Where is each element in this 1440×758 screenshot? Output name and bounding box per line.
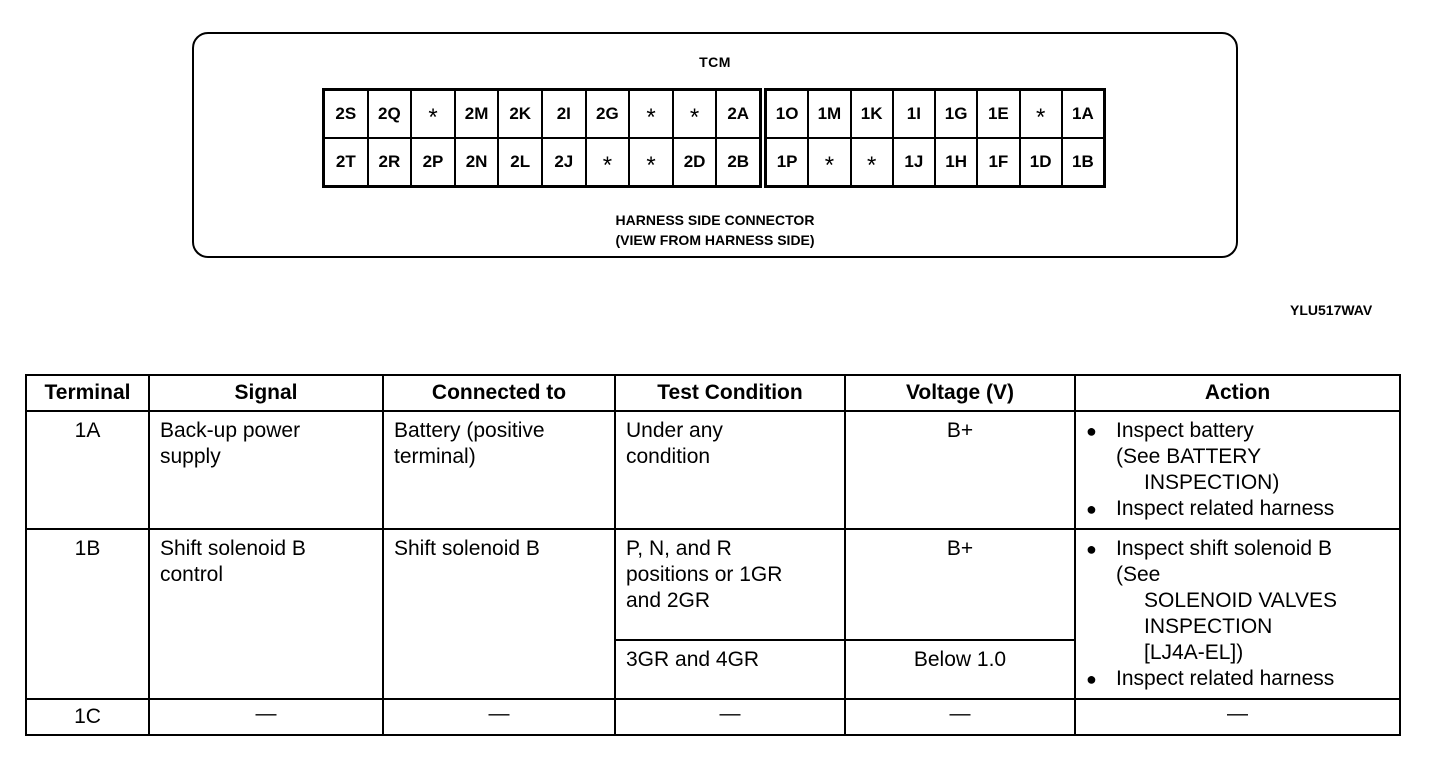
connected-text: terminal): [394, 445, 476, 468]
dash-text: —: [719, 702, 741, 725]
pin: 1O: [766, 90, 808, 138]
header-signal: Signal: [149, 375, 383, 411]
action-item: [1086, 536, 1389, 562]
action-item: [1086, 496, 1389, 522]
action-text: INSPECTION): [1144, 471, 1280, 494]
pin: 2J: [542, 138, 586, 186]
pin: 2B: [716, 138, 760, 186]
connector-caption: [194, 210, 1236, 250]
pin: 1D: [1020, 138, 1062, 186]
pin: 1F: [977, 138, 1019, 186]
condition-text: Under any: [626, 419, 723, 442]
voltage-cell: [845, 699, 1075, 735]
pin: 1H: [935, 138, 977, 186]
pin: 2I: [542, 90, 586, 138]
pin: 1A: [1062, 90, 1104, 138]
action-cell: [1075, 699, 1400, 735]
pin: 2S: [324, 90, 368, 138]
unused-pin: *: [1020, 90, 1062, 138]
bullet-icon: ●: [1086, 499, 1097, 519]
header-test-condition: Test Condition: [615, 375, 845, 411]
pin: 2Q: [368, 90, 412, 138]
connected-text: Battery (positive: [394, 419, 545, 442]
pin: 2G: [586, 90, 630, 138]
signal-cell: [149, 411, 383, 529]
action-text: Inspect related harness: [1116, 667, 1335, 690]
signal-cell: [149, 529, 383, 699]
terminal-cell: 1C: [26, 699, 149, 735]
unused-pin: *: [629, 138, 673, 186]
condition-cell: 3GR and 4GR: [615, 640, 845, 699]
caption-line-1: HARNESS SIDE CONNECTOR: [615, 212, 815, 228]
pin: 2M: [455, 90, 499, 138]
pin: 2R: [368, 138, 412, 186]
pin: 1B: [1062, 138, 1104, 186]
action-text: SOLENOID VALVES: [1144, 589, 1337, 612]
pin: 2A: [716, 90, 760, 138]
unused-pin: *: [411, 90, 455, 138]
signal-cell: [149, 699, 383, 735]
dash-text: —: [1227, 702, 1248, 725]
tcm-connector-diagram: [192, 32, 1238, 258]
condition-cell: [615, 411, 845, 529]
action-text: Inspect battery: [1116, 419, 1254, 442]
dash-text: —: [255, 702, 277, 725]
voltage-cell: Below 1.0: [845, 640, 1075, 699]
pin: 1J: [893, 138, 935, 186]
signal-text: Shift solenoid B: [160, 537, 306, 560]
unused-pin: *: [629, 90, 673, 138]
figure-code: YLU517WAV: [1290, 302, 1373, 318]
action-cell: [1075, 529, 1400, 699]
left-connector: [322, 88, 762, 188]
unused-pin: *: [586, 138, 630, 186]
bullet-icon: ●: [1086, 669, 1097, 689]
signal-text: Back-up power: [160, 419, 301, 442]
pin: 2K: [498, 90, 542, 138]
right-connector: [764, 88, 1106, 188]
pin: 1E: [977, 90, 1019, 138]
pin: 1K: [851, 90, 893, 138]
signal-text: supply: [160, 445, 221, 468]
pin: 1I: [893, 90, 935, 138]
unused-pin: *: [808, 138, 850, 186]
action-text: (See BATTERY: [1116, 445, 1262, 468]
pin: 2L: [498, 138, 542, 186]
voltage-cell: B+: [845, 529, 1075, 640]
connected-cell: Shift solenoid B: [383, 529, 615, 699]
action-text: [LJ4A-EL]): [1144, 641, 1244, 664]
action-cell: [1075, 411, 1400, 529]
table-row: [26, 529, 1400, 640]
pin: 2T: [324, 138, 368, 186]
action-text: Inspect related harness: [1116, 497, 1335, 520]
terminal-cell: 1A: [26, 411, 149, 529]
connected-cell: [383, 411, 615, 529]
header-action: Action: [1075, 375, 1400, 411]
pin: 1G: [935, 90, 977, 138]
condition-cell: [615, 699, 845, 735]
bullet-icon: ●: [1086, 539, 1097, 559]
condition-text: and 2GR: [626, 589, 711, 612]
pin: 2D: [673, 138, 717, 186]
pin: 1M: [808, 90, 850, 138]
unused-pin: *: [673, 90, 717, 138]
caption-line-2: (VIEW FROM HARNESS SIDE): [615, 232, 815, 248]
voltage-cell: B+: [845, 411, 1075, 529]
pin: 1P: [766, 138, 808, 186]
action-text: Inspect shift solenoid B: [1116, 537, 1332, 560]
table-header-row: [26, 375, 1400, 411]
header-voltage: Voltage (V): [845, 375, 1075, 411]
header-terminal: Terminal: [26, 375, 149, 411]
signal-text: control: [160, 563, 224, 586]
header-connected-to: Connected to: [383, 375, 615, 411]
condition-text: condition: [626, 445, 711, 468]
unused-pin: *: [851, 138, 893, 186]
tcm-label: TCM: [699, 54, 731, 70]
terminal-cell: 1B: [26, 529, 149, 699]
action-text: INSPECTION: [1144, 615, 1273, 638]
action-text: (See: [1116, 563, 1161, 586]
terminal-table: [25, 374, 1401, 736]
pin: 2P: [411, 138, 455, 186]
pin: 2N: [455, 138, 499, 186]
bullet-icon: ●: [1086, 421, 1097, 441]
table-row: [26, 699, 1400, 735]
condition-text: positions or 1GR: [626, 563, 783, 586]
condition-cell: [615, 529, 845, 640]
action-item: [1086, 666, 1389, 692]
dash-text: —: [949, 702, 971, 725]
condition-text: P, N, and R: [626, 537, 732, 560]
action-item: [1086, 418, 1389, 444]
table-row: [26, 411, 1400, 529]
dash-text: —: [488, 702, 510, 725]
connected-cell: [383, 699, 615, 735]
